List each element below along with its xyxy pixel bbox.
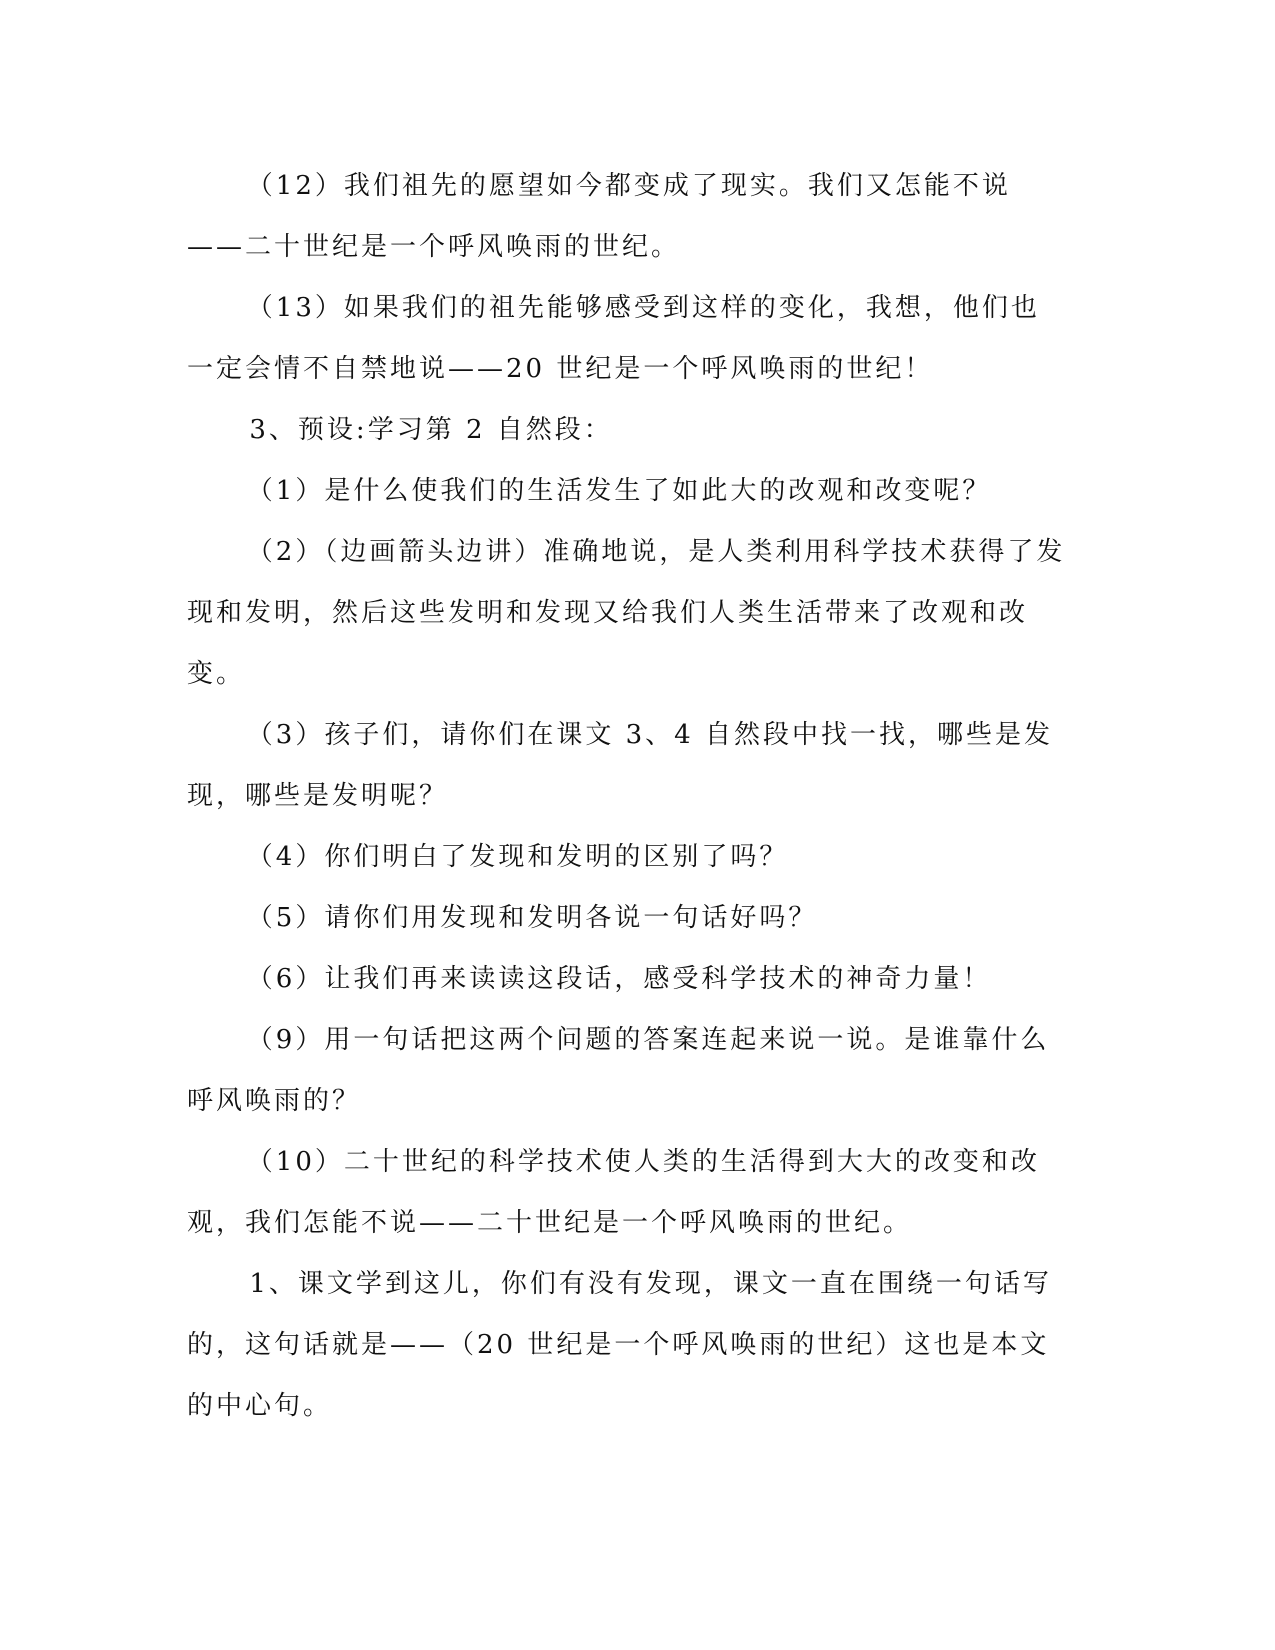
document-body bbox=[187, 156, 1067, 1437]
question-6: （6）让我们再来读读这段话，感受科学技术的神奇力量！ bbox=[246, 964, 992, 994]
summary-paragraph-1: 1、课文学到这儿，你们有没有发现，课文一直在围绕一句话写的，这句话就是——（20 世纪是一个呼风唤雨的世纪）这也是本文的中心句。 bbox=[187, 1269, 1052, 1421]
question-2: （2）（边画箭头边讲）准确地说，是人类利用科学技术获得了发现和发明，然后这些发明和发现又给我们人类生活带来了改观和改变。 bbox=[187, 537, 1066, 689]
question-5: （5）请你们用发现和发明各说一句话好吗？ bbox=[246, 903, 818, 933]
section-heading-3: 3、预设:学习第 2 自然段： bbox=[249, 415, 613, 445]
paragraph-12: （12）我们祖先的愿望如今都变成了现实。我们又怎能不说——二十世纪是一个呼风唤雨的世纪。 bbox=[187, 171, 1011, 262]
question-4: （4）你们明白了发现和发明的区别了吗？ bbox=[246, 842, 789, 872]
question-10: （10）二十世纪的科学技术使人类的生活得到大大的改变和改观，我们怎能不说——二十世纪是一个呼风唤雨的世纪。 bbox=[187, 1147, 1040, 1238]
question-1: （1）是什么使我们的生活发生了如此大的改观和改变呢？ bbox=[246, 476, 992, 506]
paragraph-13: （13）如果我们的祖先能够感受到这样的变化，我想，他们也一定会情不自禁地说——20 世纪是一个呼风唤雨的世纪！ bbox=[187, 293, 1040, 384]
question-3: （3）孩子们，请你们在课文 3、4 自然段中找一找，哪些是发现，哪些是发明呢？ bbox=[187, 720, 1053, 811]
question-9: （9）用一句话把这两个问题的答案连起来说一说。是谁靠什么呼风唤雨的？ bbox=[187, 1025, 1050, 1116]
